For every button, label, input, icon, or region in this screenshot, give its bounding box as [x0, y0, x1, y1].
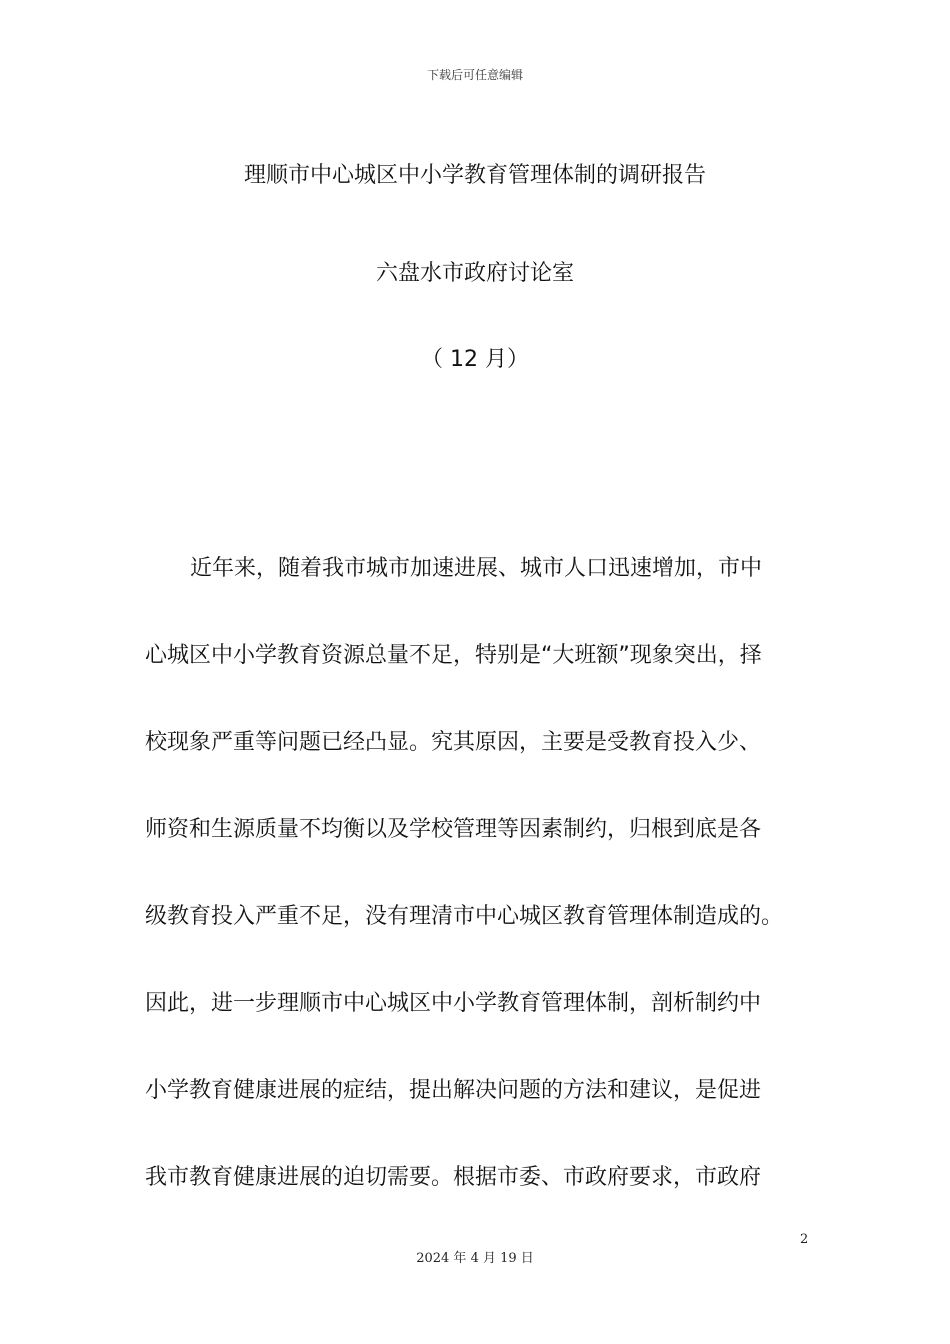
document-author: 六盘水市政府讨论室 [375, 261, 574, 286]
paragraph-line: 心城区中小学教育资源总量不足，特别是“大班额”现象突出，择 [145, 643, 762, 668]
document-date: （ 12 月） [421, 347, 529, 372]
footer-date: 2024 年 4 月 19 日 [416, 1251, 534, 1266]
paragraph-line: 校现象严重等问题已经凸显。究其原因，主要是受教育投入少、 [145, 730, 762, 755]
document-title: 理顺市中心城区中小学教育管理体制的调研报告 [243, 163, 706, 188]
paragraph-line: 级教育投入严重不足，没有理清市中心城区教育管理体制造成的。 [145, 904, 784, 929]
paragraph-line: 师资和生源质量不均衡以及学校管理等因素制约，归根到底是各 [145, 817, 762, 842]
paragraph-line: 我市教育健康进展的迫切需要。根据市委、市政府要求，市政府 [145, 1165, 762, 1190]
page-number: 2 [800, 1232, 809, 1247]
body-paragraph [145, 525, 810, 1221]
paragraph-line: 近年来，随着我市城市加速进展、城市人口迅速增加，市中 [190, 556, 763, 581]
paragraph-line: 因此，进一步理顺市中心城区中小学教育管理体制，剖析制约中 [145, 991, 762, 1016]
paragraph-line: 小学教育健康进展的症结，提出解决问题的方法和建议，是促进 [145, 1078, 762, 1103]
header-note: 下载后可任意编辑 [426, 68, 523, 82]
